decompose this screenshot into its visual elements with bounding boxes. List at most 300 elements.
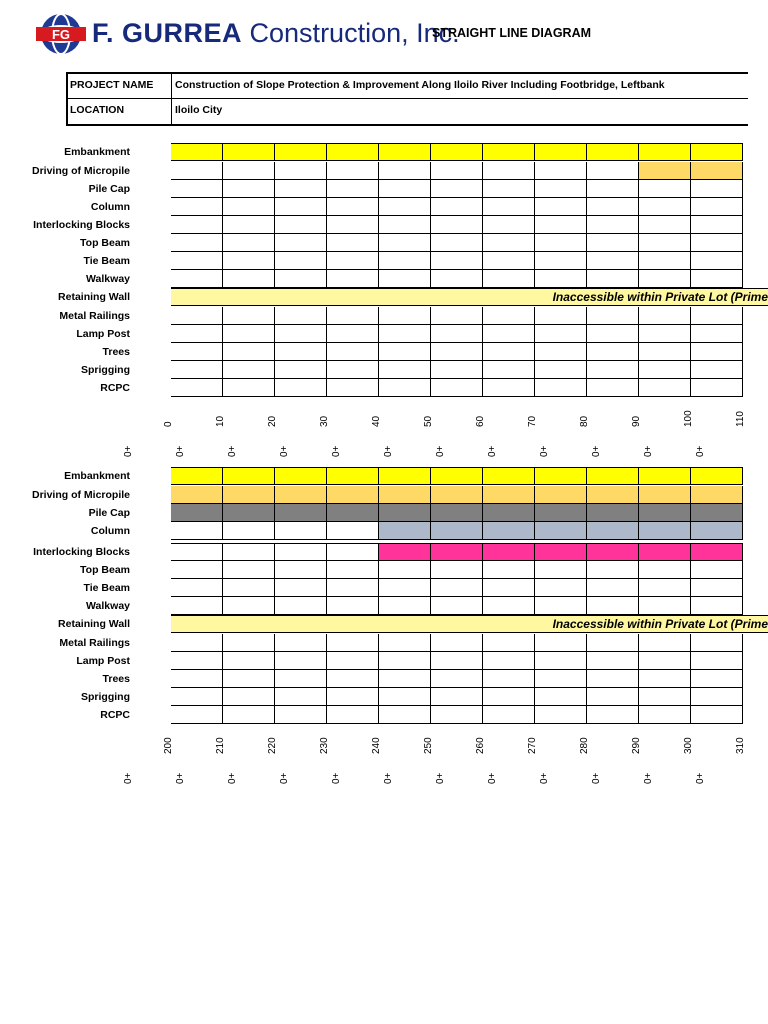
schedule-cell [379, 706, 431, 724]
schedule-cell [223, 198, 275, 216]
schedule-cell [691, 522, 743, 540]
schedule-cell [379, 361, 431, 379]
activity-row [171, 597, 743, 615]
schedule-cell [691, 180, 743, 198]
schedule-cell [275, 579, 327, 597]
schedule-cell [171, 361, 223, 379]
station-prefix: 0+ [643, 445, 654, 457]
schedule-cell [171, 234, 223, 252]
activity-row [171, 361, 743, 379]
schedule-cell [223, 522, 275, 540]
schedule-cell [275, 522, 327, 540]
schedule-cell [483, 486, 535, 504]
activity-row [171, 270, 743, 288]
station-number: 280 [579, 737, 590, 754]
schedule-cell [431, 652, 483, 670]
schedule-cell [639, 522, 691, 540]
schedule-cell [639, 198, 691, 216]
inaccessible-note-text: Inaccessible within Private Lot (Prime [552, 617, 768, 631]
schedule-cell [535, 670, 587, 688]
schedule-cell [535, 162, 587, 180]
activity-label: Retaining Wall [58, 618, 130, 630]
schedule-cell [587, 343, 639, 361]
station-number: 30 [319, 415, 330, 427]
station-number: 70 [527, 415, 538, 427]
schedule-cell [379, 216, 431, 234]
schedule-cell [275, 706, 327, 724]
schedule-cell [327, 252, 379, 270]
schedule-cell [379, 522, 431, 540]
schedule-cell [171, 198, 223, 216]
schedule-cell [691, 198, 743, 216]
station-prefix: 0+ [487, 445, 498, 457]
station-prefix: 0+ [487, 772, 498, 784]
schedule-cell [327, 270, 379, 288]
schedule-cell [431, 579, 483, 597]
schedule-cell [587, 180, 639, 198]
schedule-cell [327, 180, 379, 198]
activity-label: Sprigging [81, 364, 130, 376]
schedule-cell [327, 143, 379, 161]
station-number: 10 [215, 415, 226, 427]
schedule-cell [587, 216, 639, 234]
activity-row [171, 579, 743, 597]
schedule-cell [431, 670, 483, 688]
schedule-cell [327, 467, 379, 485]
schedule-cell [587, 670, 639, 688]
schedule-cell [223, 216, 275, 234]
schedule-cell [535, 652, 587, 670]
schedule-cell [483, 504, 535, 522]
schedule-cell [691, 504, 743, 522]
schedule-cell [639, 579, 691, 597]
schedule-cell [483, 180, 535, 198]
schedule-cell [275, 467, 327, 485]
company-name [92, 16, 460, 50]
schedule-cell [431, 307, 483, 325]
schedule-cell [639, 361, 691, 379]
schedule-cell [691, 579, 743, 597]
schedule-cell [639, 325, 691, 343]
schedule-cell [483, 216, 535, 234]
schedule-cell [587, 252, 639, 270]
document-title: STRAIGHT LINE DIAGRAM [432, 26, 592, 40]
schedule-cell [379, 143, 431, 161]
station-prefix: 0+ [435, 445, 446, 457]
station-number: 260 [475, 737, 486, 754]
schedule-cell [587, 634, 639, 652]
schedule-cell [587, 579, 639, 597]
schedule-cell [223, 307, 275, 325]
schedule-cell [639, 216, 691, 234]
schedule-cell [639, 162, 691, 180]
schedule-cell [171, 307, 223, 325]
schedule-cell [431, 361, 483, 379]
schedule-cell [587, 198, 639, 216]
schedule-cell [327, 543, 379, 561]
schedule-cell [171, 652, 223, 670]
schedule-cell [587, 522, 639, 540]
schedule-cell [171, 706, 223, 724]
schedule-cell [379, 652, 431, 670]
schedule-cell [223, 162, 275, 180]
schedule-cell [535, 252, 587, 270]
activity-label: Pile Cap [88, 183, 130, 195]
station-prefix: 0+ [539, 445, 550, 457]
location-label: LOCATION [70, 104, 125, 116]
station-number: 300 [683, 737, 694, 754]
station-number: 230 [319, 737, 330, 754]
schedule-cell [171, 634, 223, 652]
schedule-cell [483, 379, 535, 397]
schedule-cell [431, 216, 483, 234]
activity-row [171, 162, 743, 180]
schedule-cell [691, 597, 743, 615]
schedule-cell [275, 325, 327, 343]
activity-label: Lamp Post [76, 328, 130, 340]
schedule-cell [275, 162, 327, 180]
schedule-cell [431, 379, 483, 397]
activity-label: Tie Beam [83, 255, 130, 267]
schedule-cell [379, 343, 431, 361]
station-number: 110 [735, 411, 746, 427]
schedule-cell [223, 597, 275, 615]
station-number: 240 [371, 737, 382, 754]
schedule-cell [327, 379, 379, 397]
schedule-cell [639, 486, 691, 504]
activity-label: RCPC [100, 382, 130, 394]
station-prefix: 0+ [123, 445, 134, 457]
station-prefix: 0+ [591, 445, 602, 457]
station-prefix: 0+ [123, 772, 134, 784]
schedule-cell [535, 688, 587, 706]
schedule-cell [483, 198, 535, 216]
schedule-cell [535, 307, 587, 325]
schedule-cell [483, 579, 535, 597]
schedule-cell [483, 143, 535, 161]
schedule-cell [691, 143, 743, 161]
schedule-cell [535, 270, 587, 288]
schedule-cell [223, 234, 275, 252]
schedule-cell [431, 343, 483, 361]
schedule-cell [535, 579, 587, 597]
schedule-cell [431, 634, 483, 652]
station-number: 100 [683, 410, 694, 427]
schedule-cell [431, 522, 483, 540]
inaccessible-note-text: Inaccessible within Private Lot (Prime [552, 290, 768, 304]
activity-row [171, 670, 743, 688]
schedule-cell [587, 688, 639, 706]
schedule-cell [639, 270, 691, 288]
inaccessible-note-band [171, 288, 768, 306]
schedule-cell [639, 467, 691, 485]
station-number: 50 [423, 415, 434, 427]
schedule-cell [691, 307, 743, 325]
schedule-cell [275, 180, 327, 198]
schedule-cell [171, 486, 223, 504]
schedule-cell [483, 270, 535, 288]
schedule-cell [483, 670, 535, 688]
schedule-cell [691, 361, 743, 379]
activity-row [171, 325, 743, 343]
schedule-cell [223, 634, 275, 652]
schedule-cell [483, 234, 535, 252]
schedule-cell [379, 234, 431, 252]
schedule-cell [483, 361, 535, 379]
schedule-cell [379, 180, 431, 198]
station-number: 0 [163, 421, 174, 427]
station-number: 60 [475, 415, 486, 427]
activity-label: Metal Railings [59, 310, 130, 322]
station-prefix: 0+ [227, 772, 238, 784]
schedule-cell [483, 522, 535, 540]
schedule-cell [691, 343, 743, 361]
schedule-cell [431, 706, 483, 724]
schedule-cell [327, 579, 379, 597]
schedule-cell [483, 706, 535, 724]
logo-text: FG [51, 27, 71, 42]
schedule-cell [691, 706, 743, 724]
schedule-cell [275, 252, 327, 270]
schedule-cell [327, 325, 379, 343]
schedule-cell [535, 379, 587, 397]
schedule-cell [223, 706, 275, 724]
schedule-cell [691, 234, 743, 252]
station-number: 20 [267, 415, 278, 427]
schedule-cell [535, 180, 587, 198]
schedule-cell [327, 670, 379, 688]
station-number: 40 [371, 415, 382, 427]
schedule-cell [691, 325, 743, 343]
schedule-cell [275, 216, 327, 234]
schedule-cell [223, 270, 275, 288]
schedule-cell [223, 343, 275, 361]
schedule-cell [275, 597, 327, 615]
activity-label: Column [90, 525, 130, 537]
schedule-cell [431, 252, 483, 270]
schedule-cell [223, 670, 275, 688]
station-prefix: 0+ [539, 772, 550, 784]
schedule-cell [275, 486, 327, 504]
company-name-rest: Construction, Inc. [249, 18, 460, 48]
station-number: 90 [631, 415, 642, 427]
schedule-cell [223, 143, 275, 161]
station-prefix: 0+ [331, 772, 342, 784]
activity-label: Walkway [86, 273, 130, 285]
schedule-cell [223, 361, 275, 379]
schedule-cell [587, 504, 639, 522]
schedule-cell [171, 561, 223, 579]
schedule-cell [587, 234, 639, 252]
schedule-cell [691, 252, 743, 270]
activity-row [171, 343, 743, 361]
schedule-cell [327, 234, 379, 252]
schedule-cell [535, 522, 587, 540]
schedule-cell [639, 252, 691, 270]
schedule-cell [535, 634, 587, 652]
activity-label: Driving of Micropile [31, 489, 130, 501]
schedule-cell [223, 561, 275, 579]
schedule-cell [223, 543, 275, 561]
schedule-cell [171, 579, 223, 597]
activity-row [171, 180, 743, 198]
activity-label: Interlocking Blocks [33, 546, 130, 558]
station-prefix: 0+ [591, 772, 602, 784]
schedule-cell [483, 652, 535, 670]
schedule-cell [223, 688, 275, 706]
station-number: 290 [631, 737, 642, 754]
schedule-cell [275, 543, 327, 561]
activity-row [171, 252, 743, 270]
schedule-cell [691, 652, 743, 670]
schedule-cell [223, 180, 275, 198]
schedule-cell [379, 307, 431, 325]
project-name-row [68, 74, 748, 98]
schedule-cell [379, 325, 431, 343]
schedule-cell [431, 234, 483, 252]
schedule-cell [535, 198, 587, 216]
schedule-cell [691, 486, 743, 504]
schedule-cell [535, 343, 587, 361]
schedule-cell [171, 325, 223, 343]
schedule-cell [171, 252, 223, 270]
schedule-cell [379, 561, 431, 579]
activity-row [171, 486, 743, 504]
station-number: 210 [215, 737, 226, 754]
activity-label: Walkway [86, 600, 130, 612]
schedule-cell [327, 597, 379, 615]
schedule-cell [535, 504, 587, 522]
schedule-cell [639, 143, 691, 161]
schedule-cell [483, 543, 535, 561]
schedule-cell [379, 504, 431, 522]
schedule-cell [535, 325, 587, 343]
schedule-cell [431, 270, 483, 288]
schedule-cell [275, 561, 327, 579]
schedule-cell [171, 543, 223, 561]
schedule-cell [223, 467, 275, 485]
schedule-cell [379, 597, 431, 615]
schedule-cell [639, 706, 691, 724]
schedule-cell [275, 379, 327, 397]
station-prefix: 0+ [383, 772, 394, 784]
schedule-cell [379, 688, 431, 706]
schedule-cell [691, 670, 743, 688]
schedule-cell [379, 252, 431, 270]
project-info-table [66, 72, 748, 126]
schedule-cell [535, 486, 587, 504]
schedule-cell [587, 361, 639, 379]
company-logo [35, 12, 87, 56]
schedule-cell [379, 543, 431, 561]
schedule-cell [691, 216, 743, 234]
schedule-cell [535, 543, 587, 561]
schedule-cell [327, 162, 379, 180]
activity-row [171, 522, 743, 540]
schedule-cell [483, 467, 535, 485]
activity-label: Top Beam [80, 237, 130, 249]
schedule-cell [379, 270, 431, 288]
activity-row [171, 467, 743, 485]
schedule-cell [431, 198, 483, 216]
activity-label: Top Beam [80, 564, 130, 576]
company-name-bold: F. GURREA [92, 18, 243, 48]
station-prefix: 0+ [695, 772, 706, 784]
schedule-cell [431, 597, 483, 615]
schedule-cell [223, 652, 275, 670]
schedule-cell [691, 270, 743, 288]
schedule-cell [691, 543, 743, 561]
station-number: 220 [267, 737, 278, 754]
schedule-cell [639, 561, 691, 579]
schedule-cell [275, 307, 327, 325]
schedule-cell [639, 234, 691, 252]
station-prefix: 0+ [383, 445, 394, 457]
schedule-cell [639, 180, 691, 198]
schedule-cell [379, 198, 431, 216]
schedule-cell [431, 486, 483, 504]
schedule-cell [691, 467, 743, 485]
schedule-cell [327, 216, 379, 234]
schedule-cell [327, 652, 379, 670]
schedule-cell [587, 652, 639, 670]
activity-row [171, 652, 743, 670]
activity-row [171, 379, 743, 397]
activity-row [171, 706, 743, 724]
schedule-cell [483, 561, 535, 579]
activity-row [171, 216, 743, 234]
schedule-cell [587, 325, 639, 343]
activity-row [171, 504, 743, 522]
schedule-cell [431, 561, 483, 579]
schedule-cell [535, 234, 587, 252]
schedule-cell [171, 180, 223, 198]
schedule-cell [587, 143, 639, 161]
schedule-cell [327, 688, 379, 706]
schedule-cell [483, 162, 535, 180]
schedule-cell [223, 486, 275, 504]
schedule-cell [639, 343, 691, 361]
schedule-cell [639, 652, 691, 670]
schedule-cell [431, 162, 483, 180]
schedule-cell [535, 467, 587, 485]
schedule-cell [275, 234, 327, 252]
schedule-cell [327, 561, 379, 579]
activity-label: Embankment [64, 146, 130, 158]
activity-row [171, 561, 743, 579]
schedule-cell [431, 467, 483, 485]
activity-label: Tie Beam [83, 582, 130, 594]
schedule-cell [327, 343, 379, 361]
schedule-cell [171, 343, 223, 361]
station-prefix: 0+ [279, 445, 290, 457]
schedule-cell [587, 162, 639, 180]
schedule-cell [535, 561, 587, 579]
activity-label: Interlocking Blocks [33, 219, 130, 231]
schedule-cell [171, 467, 223, 485]
station-prefix: 0+ [175, 445, 186, 457]
schedule-cell [275, 634, 327, 652]
schedule-cell [223, 379, 275, 397]
schedule-cell [535, 597, 587, 615]
schedule-cell [171, 522, 223, 540]
activity-label: Lamp Post [76, 655, 130, 667]
schedule-cell [379, 162, 431, 180]
schedule-cell [327, 504, 379, 522]
schedule-cell [171, 143, 223, 161]
schedule-cell [691, 688, 743, 706]
schedule-cell [223, 325, 275, 343]
